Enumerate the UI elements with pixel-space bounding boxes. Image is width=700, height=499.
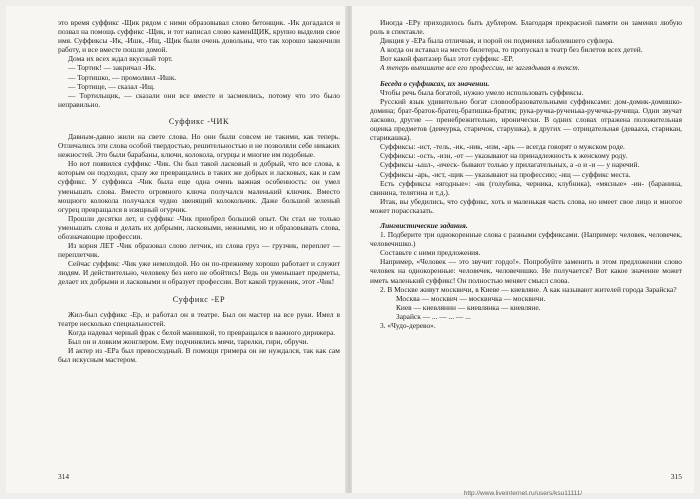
section-suffixes-body (370, 88, 682, 215)
paragraph: Но вот появился суффикс -Чик. Он был такой ласковый и добрый, что все слова, к которым он подходил, сразу же превращались в таких же добрых и ласковых, как и сам суффикс. У суффикса -Чик была еще одна очень важная особенность: он умел уменьшать слова. Вместо огромного ключа получался маленький ключик. Вместо мощного колокола получался чудно звенящий колокольчик. Даже большой зеленый огурец превращался в изящный огурчик. (58, 159, 340, 214)
section-chik-body (58, 132, 340, 287)
dialogue-line: — Тортильщик, — сказали они все вместе и засмеялись, потому что это было неправильно. (58, 90, 340, 109)
dialogue-line: — Тортишко, — промолвил -Ишк. (68, 72, 177, 82)
page-number-left: 314 (58, 472, 70, 481)
watermark-url: http://www.liveinternet.ru/users/ksu11111/ (463, 490, 583, 497)
paragraph: Из корня ЛЕТ -Чик образовал слово летчик, из слова груз — грузчик, переплет — переплетчик. (58, 241, 340, 260)
paragraph: И актер из -ЕРа был превосходный. В помощи гримера он не нуждался, так как сам был искусным мастером. (58, 345, 340, 364)
paragraph: Давным-давно жили на свете слова. Но они были совсем не такими, как теперь. Отличались эти слова особой твердостью, решительностью и не позволяли себе никаких нежностей. Это были барабаны, ключи, колокола, огурцы и многие им подобные. (58, 131, 340, 160)
paragraph: Когда надевал черный фрак с белой манишкой, то превращался в важного дирижера. (68, 327, 336, 337)
paragraph: Дикция у -ЕРа была отличная, и порой он подменял заболевшего суфлера. (380, 36, 615, 46)
paragraph: Иногда -ЕРу приходилось быть дублером. Благодаря прекрасной памяти он заменял любую роль в спектакле. (370, 18, 682, 37)
task-item: Составьте с ними предложения. (380, 248, 481, 258)
word-row: Москва — москвич — москвичка — москвичи. (396, 293, 546, 303)
paragraph: Суффиксы: -ист, -тель, -ик, -ник, -изм, -арь — всегда говорят о мужском роде. (380, 142, 625, 152)
paragraph: Суффиксы: -ость, -изн, -от — указывают на принадлежность к женскому роду. (380, 151, 628, 161)
tasks-body (370, 230, 682, 330)
paragraph: Суффиксы -ьшл-, -ическ- бывают только у прилагательных, а -о и -и — у наречий. (380, 160, 640, 170)
word-row: Киев — киевлянин — киевлянка — киевляне. (396, 302, 541, 312)
right-page (352, 6, 694, 493)
paragraph: Прошли десятки лет, и суффикс -Чик приобрел большой опыт. Он стал не только уменьшать слова и делать их добрыми, ласковыми, нежными, но и образовывать слова, обозначающие профессии. (58, 213, 340, 241)
left-top-block (58, 18, 340, 109)
page-number-right: 315 (670, 472, 682, 481)
section-title-chik: Суффикс -ЧИК (168, 116, 230, 126)
paragraph: Есть суффиксы «ягодные»: -ик (голубика, черника, клубника), «мясные» -ин- (баранина, свинина, телятина и т.д.). (370, 178, 682, 197)
section-title-er: Суффикс -ЕР (172, 294, 226, 304)
task-item: 1. Подберите три однокоренные слова с разными суффиксами. (Например: человек, человечек, человечишко.) (370, 230, 682, 249)
paragraph: А когда он вставал на место билетера, то пропускал в театр без билетов всех детей. (380, 45, 643, 55)
paragraph: это время суффикс -Щик рядом с ними образовывал слово бетонщик. -Ик догадался и позвал на помощь суффикс -Щик, и тот написал слово каменЩИК, крупно выделив свое имя. Суффиксы -Ик, -Ишк, -Ищ, -Щик были очень довольны, что так хорошо закончили работу, и все вместе пошли домой. (58, 18, 340, 55)
tasks-heading: Лингвистические задания. (380, 220, 468, 230)
paragraph: Русский язык удивительно богат словообразовательными суффиксами: дом-домик-домишко-домина; брат-браток-братец-братишка-братик; рука-ручка-рученька-ручечка-ручища. Одни звучат ласково, другие — пренебрежительно, иронически. В одних словах отражена положительная оценка предметов (девчурка, старичок, старушка), в других — отрицательная (девааха, старикан, старикашка). (370, 96, 682, 143)
assignment-line: А теперь выпишите все его профессии, не заглядывая в текст. (380, 63, 580, 73)
word-row: Зарайск — ... — ... — ... (396, 311, 471, 321)
right-top-block (370, 18, 682, 73)
dialogue-line: — Тортище, — сказал -Ищ. (68, 81, 155, 91)
task-item: 2. В Москве живут москвичи, в Киеве — киевляне. А как называют жителей города Зарайска? (380, 284, 677, 294)
paragraph: Дома их всех ждал вкусный торт. (68, 54, 173, 64)
section-heading-suffixes: Беседа о суффиксах, их значении. (380, 78, 490, 88)
paragraph: Суффиксы -арь, -ист, -щик — указывают на профессию; -ищ — суффикс места. (380, 169, 631, 179)
paragraph: Чтобы речь была богатой, нужно умело использовать суффиксы. (380, 87, 584, 97)
paragraph: Вот какой фантазер был этот суффикс -ЕР. (380, 54, 514, 64)
paragraph: Сейчас суффикс -Чик уже немолодой. Но он по-прежнему хорошо работает и служит людям. И действительно, человеку без него не обойтись! Ведь он уменьшает предметы, делает их добрыми и ласковыми и образует профессии. Вот какой труженик, этот -Чик! (58, 259, 340, 287)
task-item: 3. «Чудо-дерево». (380, 321, 436, 330)
task-item: Например, «Человек — это звучит гордо!». Попробуйте заменить в этом предложении слово человек на однокоренные: человечек, человечишко. Не получается? Вот какое значение может иметь маленький суффикс! Он полностью меняет смысл слова. (370, 257, 682, 285)
left-page (6, 6, 346, 493)
paragraph: Жил-был суффикс -Ер, и работал он в театре. Был он мастер на все руки. Имел в театре несколько специальностей. (58, 309, 340, 328)
dialogue-line: — Тортик! — закричал -Ик. (68, 63, 157, 73)
paragraph: Был он и ловким жонглером. Ему подчинялись мячи, тарелки, гири, обручи. (68, 336, 309, 346)
section-er-body (58, 310, 340, 365)
paragraph: Итак, вы убедились, что суффикс, хоть и маленькая часть слова, но имеет свое лицо и многое может порассказать. (370, 196, 682, 215)
